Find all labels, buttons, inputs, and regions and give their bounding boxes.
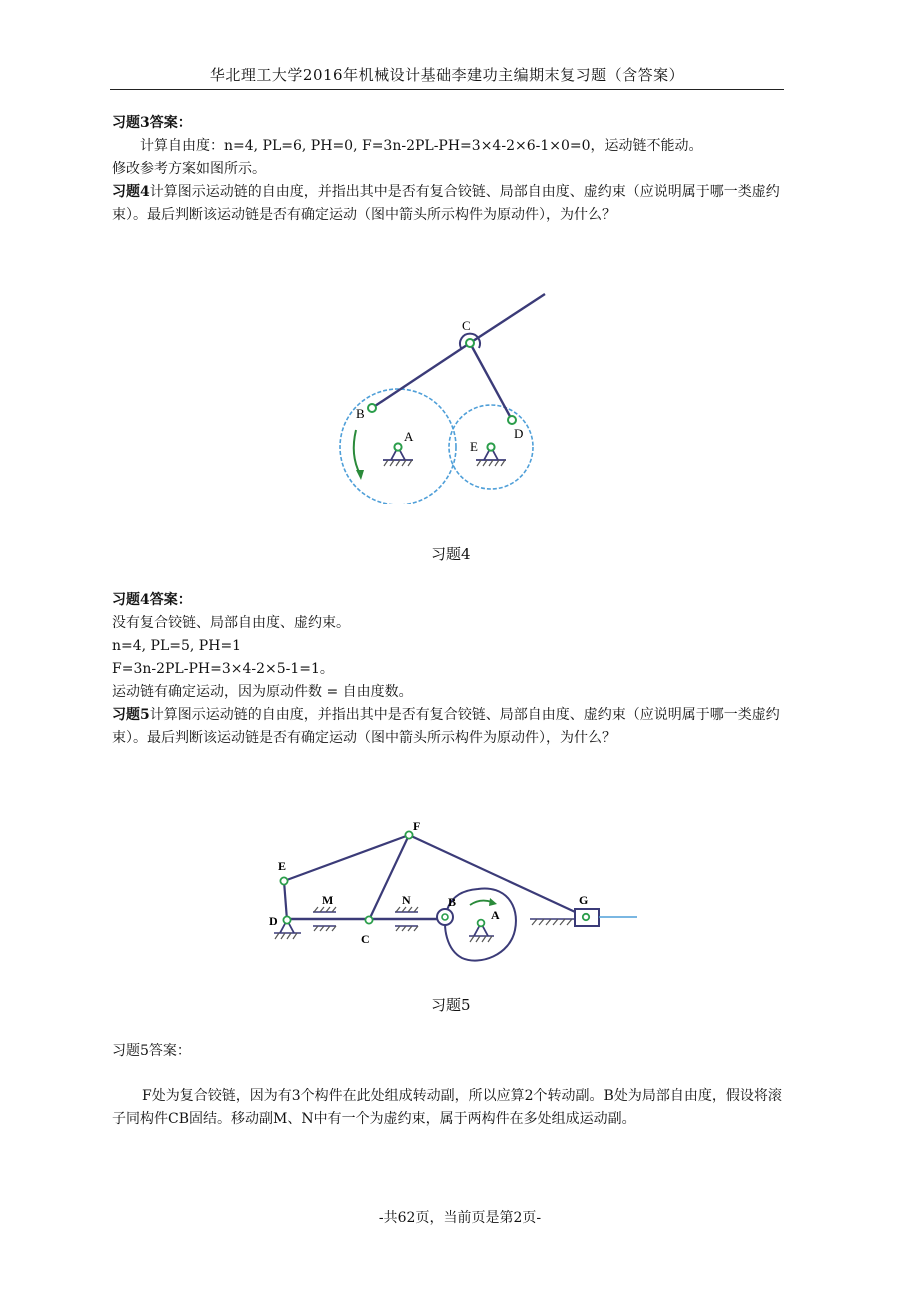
label-a: A: [404, 429, 414, 444]
problem4-section: [112, 181, 782, 227]
answer4-line2: n=4, PL=5, PH=1: [112, 638, 242, 654]
answer5-heading-block: [112, 1040, 782, 1063]
problem5-text: 计算图示运动链的自由度，并指出其中是否有复合铰链、局部自由度、虚约束（应说明属于哪一类虚约束）。最后判断该运动链是否有确定运动（图中箭头所示构件为原动件），为什么？: [112, 707, 780, 746]
link-de: [284, 881, 287, 920]
joint-g: [583, 914, 589, 920]
arrowhead-icon: [356, 470, 364, 480]
problem4-label: 习题4: [112, 184, 150, 200]
joint-c: [466, 339, 474, 347]
joint-d: [283, 916, 290, 923]
problem5-section: [112, 704, 782, 750]
figure4-diagram: [330, 284, 560, 504]
ground-support-a: [469, 920, 494, 942]
figure5-caption: 习题5: [431, 996, 471, 1014]
answer4-section: [112, 589, 782, 704]
ground-hatch-g: [532, 919, 572, 925]
label-b: B: [448, 895, 457, 909]
rotation-arrow-icon: [354, 430, 360, 474]
problem5-label: 习题5: [112, 707, 150, 723]
answer3-heading: 习题3答案：: [112, 115, 192, 131]
cam-arrowhead-icon: [489, 898, 497, 906]
joint-c: [365, 916, 372, 923]
problem4-text: 计算图示运动链的自由度，并指出其中是否有复合铰链、局部自由度、虚约束（应说明属于哪一类虚约束）。最后判断该运动链是否有确定运动（图中箭头所示构件为原动件），为什么？: [112, 184, 780, 223]
figure5-diagram: [265, 815, 640, 970]
link-bc: [372, 343, 470, 408]
joint-f: [405, 831, 412, 838]
joint-d: [508, 416, 516, 424]
label-d: D: [514, 426, 524, 441]
header-rule: [110, 89, 784, 90]
label-c: C: [462, 318, 471, 333]
label-b: B: [356, 406, 365, 421]
answer4-line3: F=3n-2PL-PH=3×4-2×5-1=1。: [112, 661, 334, 677]
answer5-text: F处为复合铰链，因为有3个构件在此处组成转动副，所以应算2个转动副。B处为局部自由度，假设将滚子同构件CB固结。移动副M、N中有一个为虚约束，属于两构件在多处组成运动副。: [112, 1088, 782, 1127]
joint-b: [368, 404, 376, 412]
answer4-line4: 运动链有确定运动，因为原动件数 = 自由度数。: [112, 684, 413, 700]
label-m: M: [322, 893, 334, 907]
label-e: E: [470, 439, 478, 454]
link-fg: [409, 835, 589, 917]
answer4-heading: 习题4答案：: [112, 592, 192, 608]
cam-rotation-arrow-icon: [470, 901, 492, 905]
label-n: N: [402, 893, 411, 907]
page-footer: -共62页，当前页是第2页-: [378, 1210, 542, 1226]
label-c: C: [361, 932, 370, 946]
label-f: F: [413, 819, 421, 833]
roller-b-pin: [442, 914, 448, 920]
answer3-line2: 修改参考方案如图所示。: [112, 161, 266, 177]
answer3-line1: 计算自由度：n=4, PL=6, PH=0, F=3n-2PL-PH=3×4-2×6-1×0=0，运动链不能动。: [140, 138, 703, 154]
link-c-extension: [470, 294, 545, 343]
answer5-heading: 习题5答案：: [112, 1043, 191, 1059]
answer3-section: [112, 112, 782, 181]
label-a: A: [491, 908, 500, 922]
label-g: G: [579, 893, 589, 907]
ground-support-a: [383, 443, 413, 466]
joint-e: [280, 877, 287, 884]
figure4-caption: 习题4: [431, 545, 471, 563]
ground-support-e: [476, 443, 506, 466]
header-title: 华北理工大学2016年机械设计基础李建功主编期末复习题（含答案）: [209, 66, 685, 84]
answer4-line1: 没有复合铰链、局部自由度、虚约束。: [112, 615, 350, 631]
label-d: D: [269, 914, 278, 928]
label-e: E: [278, 859, 287, 873]
